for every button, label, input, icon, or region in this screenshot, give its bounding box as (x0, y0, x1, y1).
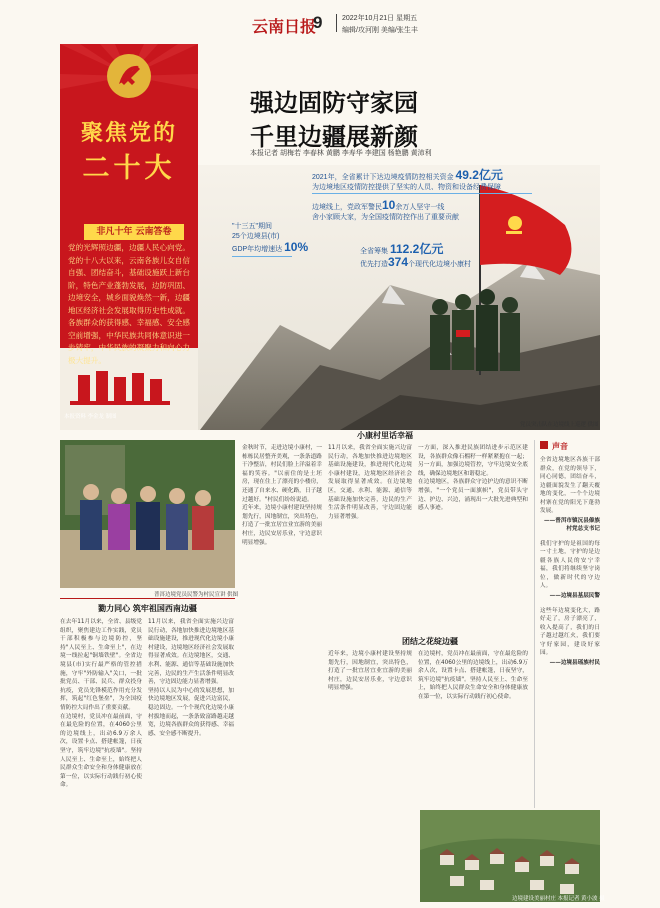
byline: 本报记者 胡梅若 李春林 黄鹏 李寿华 李建国 杨艳鹏 黄沛利 (250, 150, 432, 157)
village-photo-caption: 边境建设美丽村庄 本报记者 黄小波 摄 (512, 896, 605, 902)
sound-heading: 声音 (552, 442, 568, 451)
issue-date: 2022年10月21日 星期五 (342, 15, 418, 22)
stat-gdp (232, 222, 312, 255)
paragraph: 11月以来，我省全面实施兴边富民行动，各地加快推进边境地区基础设施建设，推进现代化边境小康村建设，边境地区经济社会发展取得显著成效。在边境地区，交通、水利、能源、通信等基础设施加快完善，边民的生产生活条件明显改善，守边固边能力显著增强。 (328, 445, 412, 520)
paragraph: 11月以来，我省全面实施兴边富民行动，各地加快推进边境地区基础设施建设，推进现代化边境小康村建设，边境地区经济社会发展取得显著成效。在边境地区，交通、水利、能源、通信等基础设施加快完善，边民的生产生活条件明显改善，守边固边能力显著增强。 (148, 619, 234, 686)
publicity-scene-illustration (60, 440, 235, 588)
paragraph: 在边境地区，各族群众守边护边的意识不断增强，"一个党员一面旗帜"，党员带头守边、护边、兴边，涌现出一大批先进典型和感人事迹。 (418, 479, 528, 512)
left-photo-caption: 本报资料 李金龙 制图 (64, 414, 117, 420)
headline-line2: 千里边疆展新颜 (250, 123, 418, 151)
family-photo-caption: 普洱边境党员民警为村民宣讲 供图 (154, 592, 239, 598)
quote: 全省边境地区各族干部群众，在党的领导下，同心同德，团结奋斗，边疆面貌发生了翻天覆地的变化，一个个边境村寨在党的阳光下蓬勃发展。 (540, 457, 600, 514)
paragraph: 在边境村，党员冲在最前面，守在最危险的位置，在4060公里的边境线上，出动6.9万余人次，设置卡点、搭建帐篷，日夜坚守，筑牢边境"抗疫墙"。坚持人民至上、生命至上，始终把人民群众生命安全和身体健康放在第一位，以实际行动践行初心使命。 (60, 713, 142, 789)
section-title-unity: 团结之花绽边疆 (402, 637, 458, 646)
article-column-3 (242, 444, 322, 900)
column-divider (534, 440, 535, 808)
stat-text: 余万人坚守一线 (395, 204, 445, 211)
stat-text: 2021年，全省累计下达边境疫情防控相关资金 (312, 174, 454, 181)
quote-attribution: ——普洱市镇沅县傣族村党总支书记 (544, 517, 600, 532)
banner-subtitle: 非凡十年 云南答卷 (84, 224, 184, 240)
paragraph: 金秋时节，走进边境小康村，一栋栋民居整齐美观，一条条道路干净整洁，村民们脸上洋溢着幸福的笑容。"以前住的是土坯房，现在住上了漂亮的小楼房，还通了自来水、硬化路，日子越过越好。"村民们纷纷说道。 (242, 445, 322, 503)
stat-text: 25个边境县(市) (232, 233, 280, 240)
main-photo-caption: 党员突击队在边境线上巡逻 供图 (520, 422, 599, 428)
article-column-2 (148, 618, 234, 900)
banner-title-line1: 聚焦党的 (80, 121, 177, 146)
stat-guards (312, 200, 532, 223)
quote-attribution: ——边境县基层民警 (549, 592, 600, 599)
divider (336, 14, 337, 32)
paragraph: 坚持以人民为中心的发展思想，加快边境地区发展，促进兴边富民，稳边固边。一个个现代化边境小康村拔地而起，一条条致富路越走越宽，边境各族群众的获得感、幸福感、安全感不断提升。 (148, 687, 234, 737)
banner-title-line2: 二十大 (82, 153, 176, 184)
paragraph: 近年来，边境小康村建设坚持规划先行，因地制宜，突出特色，打造了一批宜居宜业宜游的美丽村庄，边民安居乐业，守边意识明显增强。 (242, 505, 322, 546)
stat-text: "十三五"期间 (232, 223, 272, 230)
article-column-7 (418, 650, 528, 810)
party-emblem-icon (105, 52, 153, 100)
stat-text: 边境线上，党政军警民 (312, 204, 382, 211)
stat-text: 舍小家顾大家，为全国疫情防控作出了重要贡献 (312, 214, 459, 221)
stat-number: 374 (388, 255, 409, 269)
article-column-5 (418, 444, 528, 634)
stat-number: 112.2亿元 (389, 242, 444, 256)
editor-credit: 编辑/攻河刚 美编/张生丰 (342, 27, 418, 34)
intro-text: 党的光辉照边疆，边疆人民心向党。党的十八大以来，云南各族儿女自信自强、团结奋斗，基础设施跃上新台阶，特色产业蓬勃发展，边防巩固、边境安全，城乡面貌焕然一新，边疆地区经济社会发展取得历史性成就。各族群众的获得感、幸福感、安全感空前增强，中华民族共同体意识进一步铸牢，中华民族的凝聚力和向心力极大提升。 (68, 243, 190, 365)
village-illustration (420, 810, 600, 902)
quote: 这些年边境变化大，路好走了，房子漂亮了，收入提高了，我们的日子越过越红火，我们要守好家园，建设好家园。 (540, 607, 600, 656)
page-number: 9 (313, 13, 323, 32)
paragraph: 近年来，边境小康村建设坚持规划先行，因地制宜，突出特色，打造了一批宜居宜业宜游的美丽村庄，边民安居乐业，守边意识明显增强。 (328, 651, 412, 692)
family-photo (60, 440, 235, 588)
stat-text: 为边境地区疫情防控提供了坚实的人员、物资和设备经费保障 (312, 184, 501, 191)
stat-text: 优先打造 (360, 261, 388, 268)
article-column-4 (328, 444, 412, 634)
stat-number: 49.2亿元 (455, 168, 503, 182)
masthead (0, 0, 660, 44)
headline-line1: 强边固防守家园 (250, 89, 418, 117)
village-photo (420, 810, 600, 902)
intro-box (60, 242, 198, 365)
stat-covid-funds (312, 170, 532, 193)
stat-text: 全省筹集 (360, 248, 388, 255)
quote-block (540, 456, 600, 666)
paragraph: 在去年11月以来，全省、县级党组织，聚焦建边工作实践，党员干部积极参与边境防控，坚持"人民至上、生命至上"，在边境一线拉起"铜墙铁壁"。全省边境县(市)实行最严格的管控措施，守牢"外防输入"关口，一批批党员、干部、民兵、群众投身抗疫，党员先锋模范作用充分发挥，筑起"红色堡垒"，为全国疫情防控大局作出了重要贡献。 (60, 619, 142, 711)
section-title-xiaokang: 小康村里话幸福 (357, 431, 413, 440)
paragraph: 一方面，深入推进民族团结进步示范区建设，各族群众像石榴籽一样紧紧抱在一起；另一方面，加强边境管控，守牢边境安全底线，确保边境地区和谐稳定。 (418, 445, 528, 477)
quote-attribution: ——边境县瑶族村民 (549, 659, 600, 666)
stat-text: 个现代化边境小康村 (408, 261, 472, 268)
paragraph: 在边境村，党员冲在最前面，守在最危险的位置，在4060公里的边境线上，出动6.9万余人次，设置卡点、搭建帐篷，日夜坚守，筑牢边境"抗疫墙"。坚持人民至上、生命至上，始终把人民群众生命安全和身体健康放在第一位，以实际行动践行初心使命。 (418, 651, 528, 700)
stat-number: 10 (382, 198, 396, 212)
stat-number: 10% (284, 240, 309, 254)
sound-marker-icon (540, 441, 548, 449)
quote: 我们守护的是祖国的每一寸土地，守护的是边疆各族人民的安宁幸福，我们将继续坚守岗位，做新时代的守边人。 (540, 540, 600, 589)
section-title-border-guard: 勠力同心 筑牢祖国西南边疆 (98, 604, 197, 613)
article-column-6 (328, 650, 412, 810)
rule (60, 598, 235, 599)
stat-text: GDP年均增速达 (232, 246, 283, 253)
rule (312, 193, 532, 194)
rule (232, 256, 292, 257)
article-column-1 (60, 618, 142, 900)
newspaper-logo: 云南日报 (252, 17, 317, 36)
stat-xiaokang-funds (360, 244, 510, 270)
headline (250, 86, 418, 154)
